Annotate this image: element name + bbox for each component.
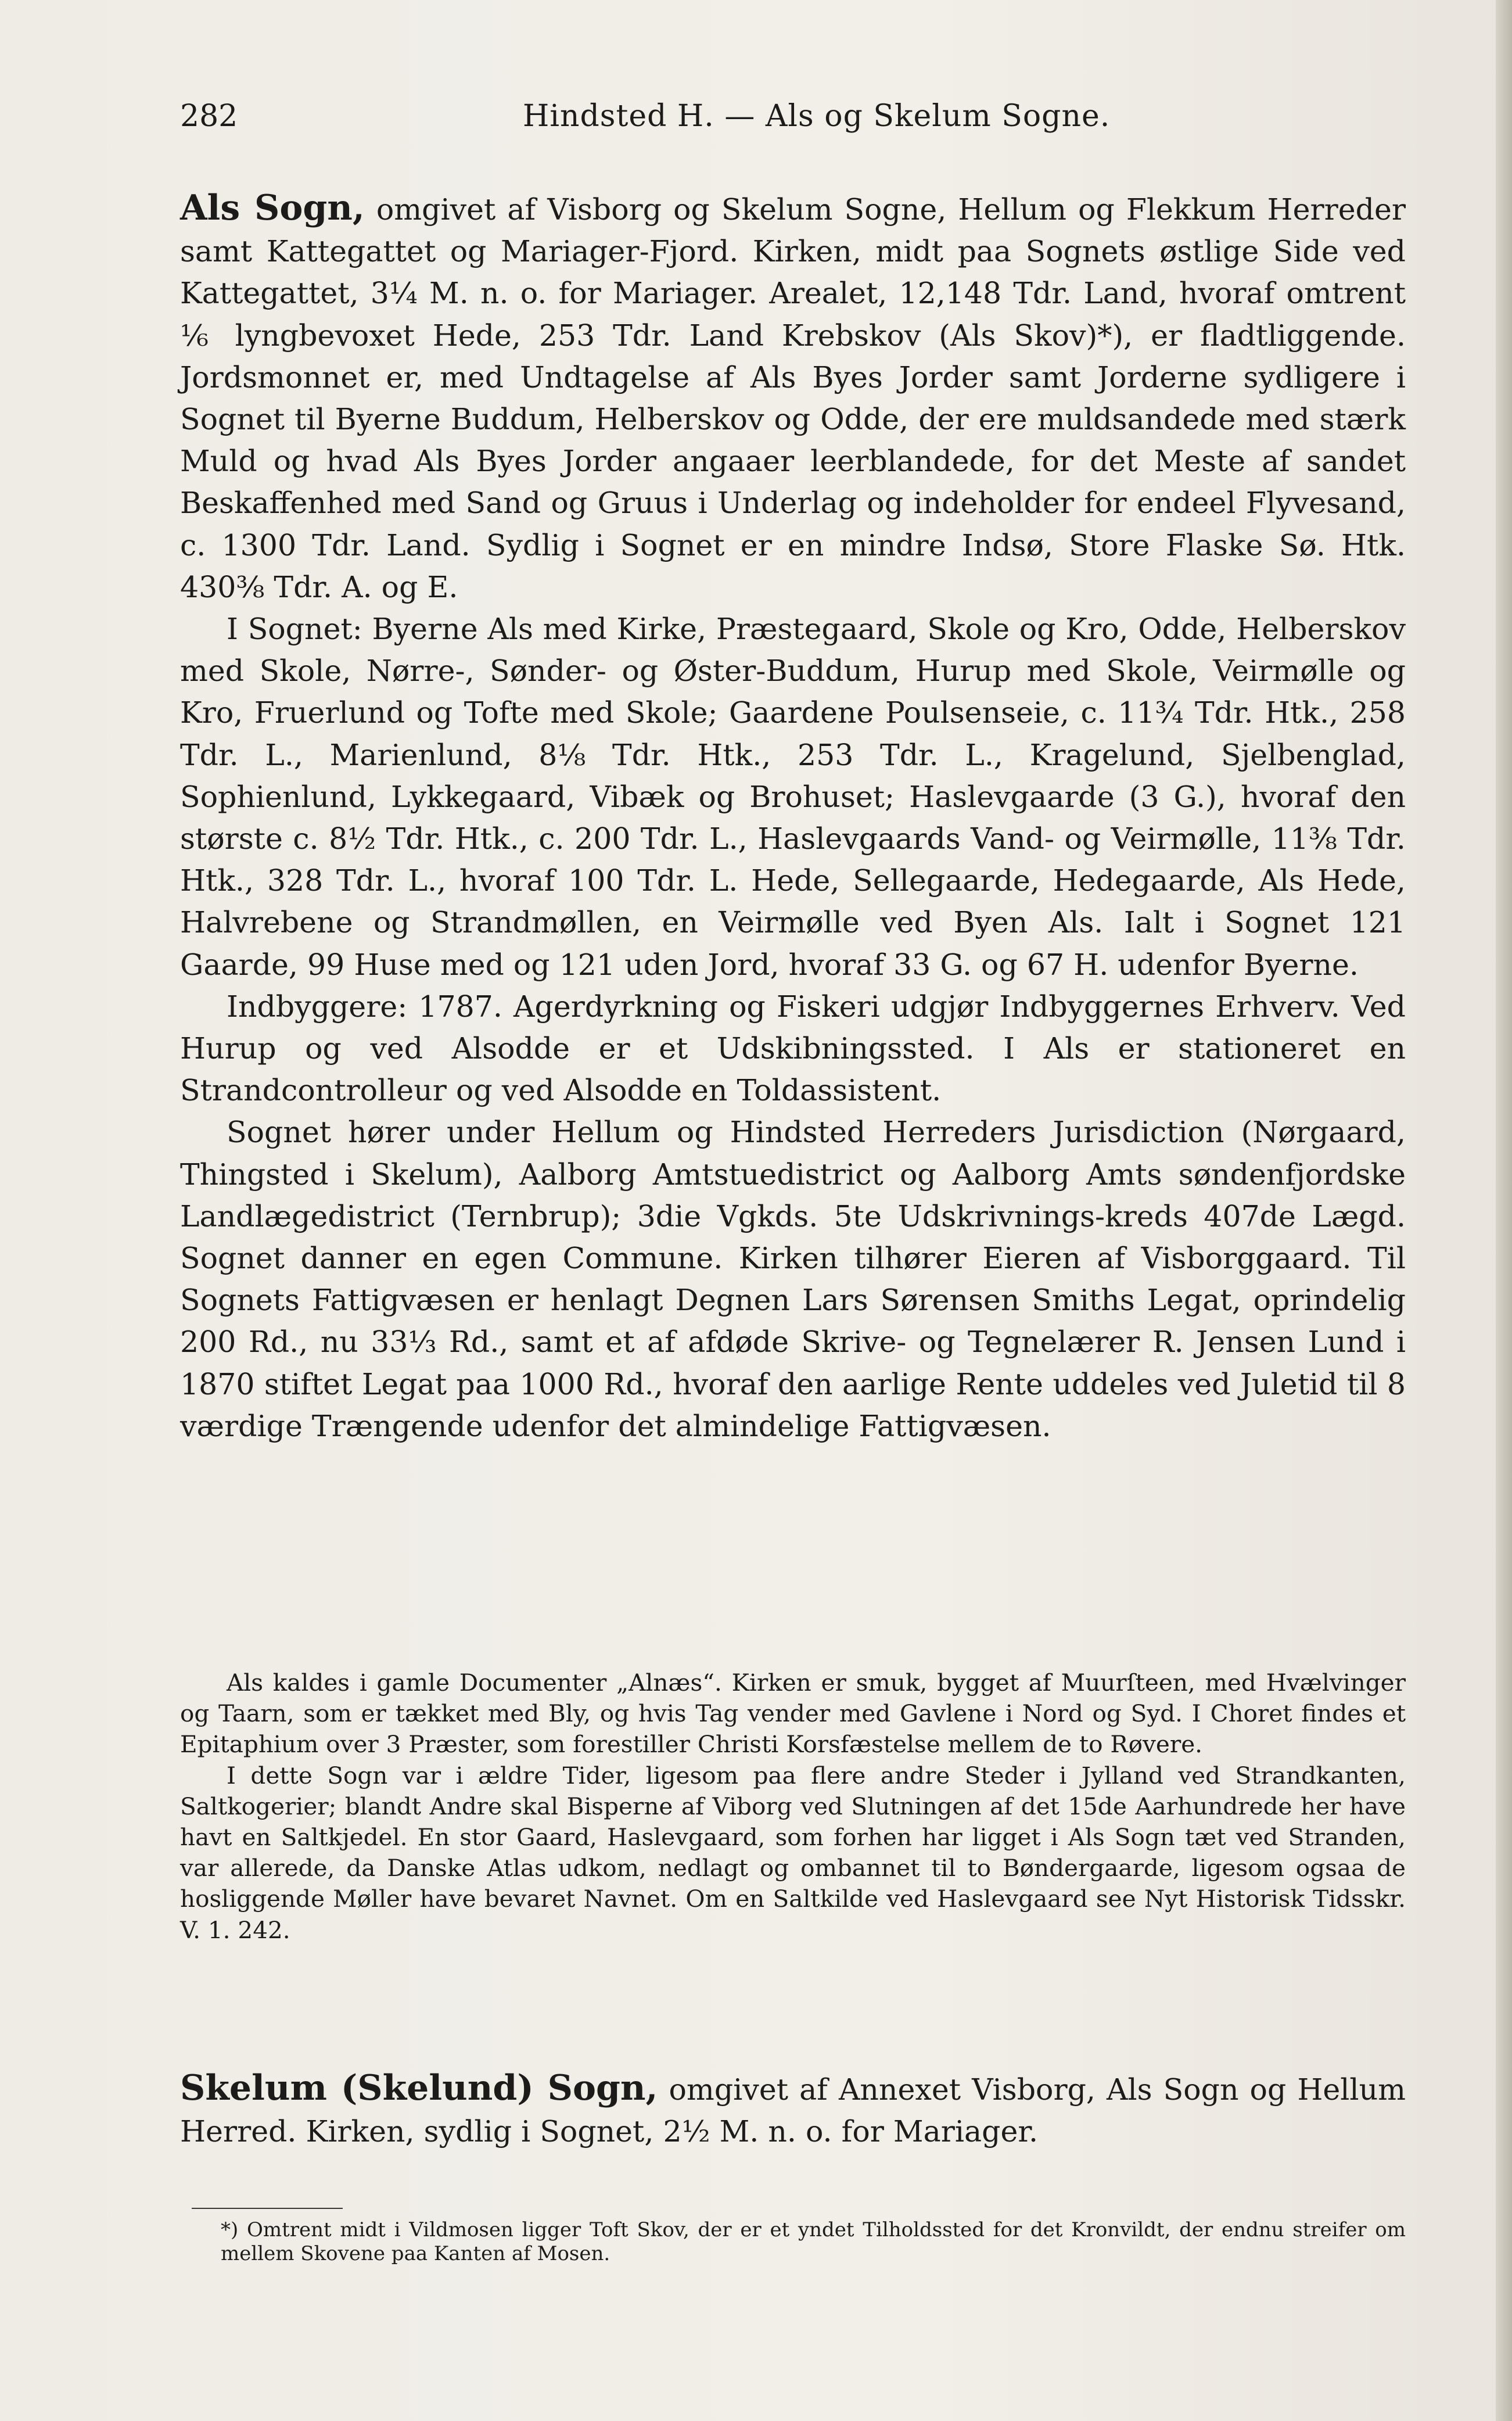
historical-notes	[180, 1667, 1406, 1946]
note-church: Als kaldes i gamle Documenter „Alnæs“. Kirken er smuk, bygget af Muurſteen, med Hvælvinger og Taarn, som er tækket med Bly, og hvis Tag vender med Gavlene i Nord og Syd. I Choret findes et Epitaphium over 3 Præster, som forestiller Christi Korsfæstelse mellem de to Røvere.	[180, 1669, 1406, 1759]
footnote-divider	[192, 2208, 343, 2209]
entry-als-sogn	[180, 187, 1406, 1447]
page-header	[180, 99, 1458, 139]
paragraph-jurisdiction: Sognet hører under Hellum og Hindsted Herreders Jurisdiction (Nørgaard, Thingsted i Skelum), Aalborg Amtstuedistrict og Aalborg Amts søndenfjordske Landlægedistrict (Ternbrup); 3die Vgkds. 5te Udskrivnings-kreds 407de Lægd. Sognet danner en egen Commune. Kirken tilhører Eieren af Visborggaard. Til Sognets Fattigvæsen er henlagt Degnen Lars Sørensen Smiths Legat, oprindelig 200 Rd., nu 33⅓ Rd., samt et af afdøde Skrive- og Tegnelærer R. Jensen Lund i 1870 stiftet Legat paa 1000 Rd., hvoraf den aarlige Rente uddeles ved Juletid til 8 værdige Trængende udenfor det almindelige Fattigvæsen.	[180, 1115, 1406, 1443]
headword-skelum-sogn: Skelum (Skelund) Sogn,	[180, 2068, 658, 2108]
note-saltworks: I dette Sogn var i ældre Tider, ligesom paa flere andre Steder i Jylland ved Strandkanten, Saltkogerier; blandt Andre skal Bisperne af Viborg ved Slutningen af det 15de Aarhundrede her have havt en Saltkjedel. En stor Gaard, Haslevgaard, som forhen har ligget i Als Sogn tæt ved Stranden, var allerede, da Danske Atlas udkom, nedlagt og ombannet til to Bøndergaarde, ligesom ogsaa de hosliggende Møller have bevaret Navnet. Om en Saltkilde ved Haslevgaard see Nyt Historisk Tidsskr. V. 1. 242.	[180, 1761, 1406, 1944]
entry-skelum-sogn	[180, 2067, 1406, 2153]
running-head: Hindsted H. — Als og Skelum Sogne.	[523, 99, 1111, 134]
paragraph-skelum	[180, 2067, 1406, 2153]
paragraph-villages: I Sognet: Byerne Als med Kirke, Præstegaard, Skole og Kro, Odde, Helberskov med Skole, Nørre-, Sønder- og Øster-Buddum, Hurup med Skole, Veirmølle og Kro, Fruerlund og Tofte med Skole; Gaardene Poulsenseie, c. 11¾ Tdr. Htk., 258 Tdr. L., Marienlund, 8⅛ Tdr. Htk., 253 Tdr. L., Kragelund, Sjelbenglad, Sophienlund, Lykkegaard, Vibæk og Brohuset; Haslevgaarde (3 G.), hvoraf den største c. 8½ Tdr. Htk., c. 200 Tdr. L., Haslevgaards Vand- og Veirmølle, 11⅜ Tdr. Htk., 328 Tdr. L., hvoraf 100 Tdr. L. Hede, Sellegaarde, Hedegaarde, Als Hede, Halvrebene og Strandmøllen, en Veirmølle ved Byen Als. Ialt i Sognet 121 Gaarde, 99 Huse med og 121 uden Jord, hvoraf 33 G. og 67 H. udenfor Byerne.	[180, 612, 1406, 982]
intro-text: omgivet af Visborg og Skelum Sogne, Hellum og Flekkum Herreder samt Kattegattet og Mariager-Fjord. Kirken, midt paa Sognets østlige Side ved Kattegattet, 3¼ M. n. o. for Mariager. Arealet, 12,148 Tdr. Land, hvoraf omtrent ⅙ lyngbevoxet Hede, 253 Tdr. Land Krebskov (Als Skov)*), er fladtliggende. Jordsmonnet er, med Undtagelse af Als Byes Jorder samt Jorderne sydligere i Sognet til Byerne Buddum, Helberskov og Odde, der ere muldsandede med stærk Muld og hvad Als Byes Jorder angaaer leerblandede, for det Meste af sandet Beskaffenhed med Sand og Gruus i Underlag og indeholder for endeel Flyvesand, c. 1300 Tdr. Land. Sydlig i Sognet er en mindre Indsø, Store Flaske Sø. Htk. 430⅜ Tdr. A. og E.	[180, 192, 1406, 604]
paragraph-population: Indbyggere: 1787. Agerdyrkning og Fiskeri udgjør Indbyggernes Erhverv. Ved Hurup og ved Alsodde er et Udskibningssted. I Als er stationeret en Strandcontrolleur og ved Alsodde en Toldassistent.	[180, 989, 1406, 1108]
skelum-text: omgivet af Annexet Visborg, Als Sogn og Hellum Herred. Kirken, sydlig i Sognet, 2½ M. n. o. for Mariager.	[180, 2072, 1406, 2149]
paragraph-intro	[180, 187, 1406, 608]
page-edge	[1496, 0, 1512, 2421]
page-number: 282	[180, 99, 238, 134]
headword-als-sogn: Als Sogn,	[180, 188, 365, 228]
footnote: *) Omtrent midt i Vildmosen ligger Toft Skov, der er et yndet Tilholdssted for det Kronvildt, der endnu streifer om mellem Skovene paa Kanten af Mosen.	[221, 2218, 1406, 2265]
